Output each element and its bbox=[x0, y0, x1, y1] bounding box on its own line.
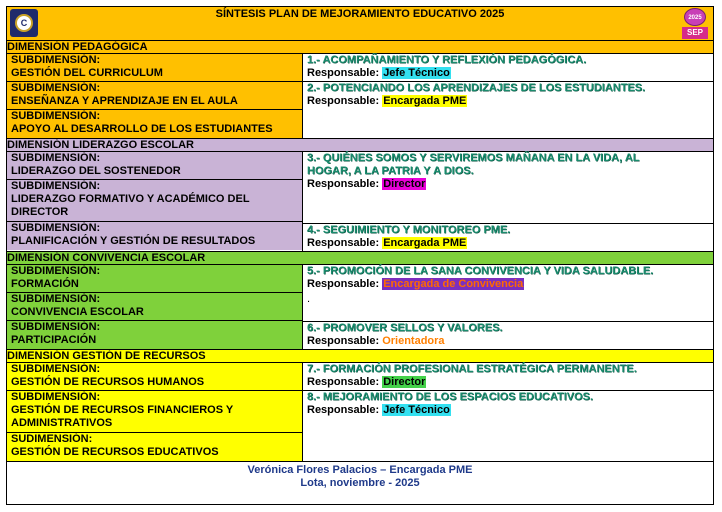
table-header bbox=[7, 7, 713, 41]
subdimension-name: APOYO AL DESARROLLO DE LOS ESTUDIANTES bbox=[11, 123, 273, 135]
page-title: SÍNTESIS PLAN DE MEJORAMIENTO EDUCATIVO 2025 bbox=[215, 8, 505, 20]
section-liderazgo bbox=[7, 152, 713, 252]
subdimension-recursos-financieros bbox=[7, 391, 302, 433]
responsable-label: Responsable: bbox=[307, 376, 383, 388]
subdimension-label: SUBDIMENSIÓN: bbox=[11, 321, 101, 333]
subdimension-label: SUBDIMENSIÓN: bbox=[11, 391, 101, 403]
objective-6 bbox=[303, 321, 713, 349]
responsable-label: Responsable: bbox=[307, 67, 383, 79]
responsable-value: Director bbox=[383, 376, 426, 388]
signature-footer bbox=[7, 462, 713, 504]
subdimension-liderazgo-formativo bbox=[7, 180, 302, 222]
subdimension-label: SUBDIMENSIÓN: bbox=[11, 363, 101, 375]
signature-place-date: Lota, noviembre - 2025 bbox=[300, 477, 420, 489]
subdimension-name: LIDERAZGO FORMATIVO Y ACADÉMICO DEL DIRECTOR bbox=[11, 193, 250, 218]
subdimension-label: SUBDIMENSIÓN: bbox=[11, 222, 101, 234]
dimension-pedagogica-header: DIMENSIÓN PEDAGÓGICA bbox=[7, 41, 713, 54]
responsable-value: Director bbox=[383, 178, 426, 190]
subdimension-name: GESTIÓN DEL CURRICULUM bbox=[11, 67, 163, 79]
dimension-convivencia-header: DIMENSIÓN CONVIVENCIA ESCOLAR bbox=[7, 252, 713, 265]
school-logo-letter: C bbox=[15, 14, 33, 32]
objective-5 bbox=[303, 265, 713, 293]
responsable-value: Encargada de Convivencia bbox=[383, 278, 524, 290]
subdimension-name: ENSEÑANZA Y APRENDIZAJE EN EL AULA bbox=[11, 95, 238, 107]
objective-title: 1.- ACOMPAÑAMIENTO Y REFLEXIÓN PEDAGÓGICA. bbox=[307, 54, 587, 66]
subdimension-name: GESTIÓN DE RECURSOS EDUCATIVOS bbox=[11, 446, 219, 458]
responsable-value: Encargada PME bbox=[383, 237, 467, 249]
sep-logo-icon bbox=[682, 8, 708, 40]
subdimension-name: CONVIVENCIA ESCOLAR bbox=[11, 306, 144, 318]
objective-8 bbox=[303, 391, 713, 419]
subdimension-name: LIDERAZGO DEL SOSTENEDOR bbox=[11, 165, 181, 177]
subdimension-convivencia-escolar bbox=[7, 293, 302, 321]
subdimension-name: GESTIÓN DE RECURSOS HUMANOS bbox=[11, 376, 205, 388]
pme-summary-table bbox=[6, 6, 714, 505]
objective-title: 7.- FORMACIÓN PROFESIONAL ESTRATÉGICA PERMANENTE. bbox=[307, 363, 637, 375]
objective-title: 4.- SEGUIMIENTO Y MONITOREO PME. bbox=[307, 224, 511, 236]
subdimension-label: SUDIMENSIÓN: bbox=[11, 433, 93, 445]
responsable-value: Jefe Técnico bbox=[383, 67, 450, 79]
objective-4 bbox=[303, 223, 713, 251]
responsable-label: Responsable: bbox=[307, 178, 383, 190]
subdimension-name: FORMACIÓN bbox=[11, 278, 79, 290]
subdimension-label: SUBDIMENSIÓN: bbox=[11, 293, 101, 305]
subdimension-label: SUBDIMENSIÓN: bbox=[11, 82, 101, 94]
subdimension-label: SUBDIMENSIÓN: bbox=[11, 54, 101, 66]
subdimension-label: SUBDIMENSIÓN: bbox=[11, 110, 101, 122]
sep-badge-text: SEP bbox=[682, 27, 708, 39]
objective-title: 2.- POTENCIANDO LOS APRENDIZAJES DE LOS ESTUDIANTES. bbox=[307, 82, 646, 94]
responsable-label: Responsable: bbox=[307, 404, 383, 416]
responsable-value: Encargada PME bbox=[383, 95, 467, 107]
subdimension-apoyo-desarrollo bbox=[7, 110, 302, 138]
responsable-label: Responsable: bbox=[307, 237, 383, 249]
objective-3 bbox=[303, 152, 713, 223]
objective-2 bbox=[303, 82, 713, 110]
empty-note: . bbox=[307, 293, 311, 305]
responsable-label: Responsable: bbox=[307, 335, 383, 347]
subdimension-name: GESTIÓN DE RECURSOS FINANCIEROS Y ADMINISTRATIVOS bbox=[11, 404, 234, 429]
section-recursos bbox=[7, 363, 713, 462]
subdimension-liderazgo-sostenedor bbox=[7, 152, 302, 180]
objective-1 bbox=[303, 54, 713, 82]
section-convivencia bbox=[7, 265, 713, 350]
objective-title-continued: HOGAR, A LA PATRIA Y A DIOS. bbox=[307, 165, 474, 177]
subdimension-ensenanza bbox=[7, 82, 302, 110]
subdimension-participacion bbox=[7, 321, 302, 349]
subdimension-formacion bbox=[7, 265, 302, 293]
subdimension-name: PARTICIPACIÓN bbox=[11, 334, 97, 346]
objective-5-note bbox=[303, 293, 713, 321]
objective-title: 5.- PROMOCIÓN DE LA SANA CONVIVENCIA Y VIDA SALUDABLE. bbox=[307, 265, 654, 277]
dimension-recursos-header: DIMENSIÓN GESTIÓN DE RECURSOS bbox=[7, 350, 713, 363]
section-pedagogica bbox=[7, 54, 713, 139]
subdimension-name: PLANIFICACIÓN Y GESTIÓN DE RESULTADOS bbox=[11, 235, 256, 247]
responsable-value: Jefe Técnico bbox=[383, 404, 450, 416]
objective-7 bbox=[303, 363, 713, 391]
responsable-label: Responsable: bbox=[307, 95, 383, 107]
subdimension-label: SUBDIMENSIÓN: bbox=[11, 152, 101, 164]
sep-badge-year: 2025 bbox=[684, 8, 706, 26]
subdimension-recursos-educativos bbox=[7, 433, 302, 461]
objective-title: 8.- MEJORAMIENTO DE LOS ESPACIOS EDUCATIVOS. bbox=[307, 391, 594, 403]
subdimension-label: SUBDIMENSIÓN: bbox=[11, 180, 101, 192]
dimension-liderazgo-header: DIMENSIÓN LIDERAZGO ESCOLAR bbox=[7, 139, 713, 152]
subdimension-label: SUBDIMENSIÓN: bbox=[11, 265, 101, 277]
subdimension-recursos-humanos bbox=[7, 363, 302, 391]
subdimension-gestion-curriculum bbox=[7, 54, 302, 82]
objective-title: 6.- PROMOVER SELLOS Y VALORES. bbox=[307, 322, 503, 334]
responsable-label: Responsable: bbox=[307, 278, 383, 290]
objective-title: 3.- QUIÉNES SOMOS Y SERVIREMOS MAÑANA EN LA VIDA, AL bbox=[307, 152, 640, 164]
signature-name: Verónica Flores Palacios – Encargada PME bbox=[247, 464, 473, 476]
subdimension-planificacion bbox=[7, 222, 302, 250]
responsable-value: Orientadora bbox=[382, 335, 445, 347]
